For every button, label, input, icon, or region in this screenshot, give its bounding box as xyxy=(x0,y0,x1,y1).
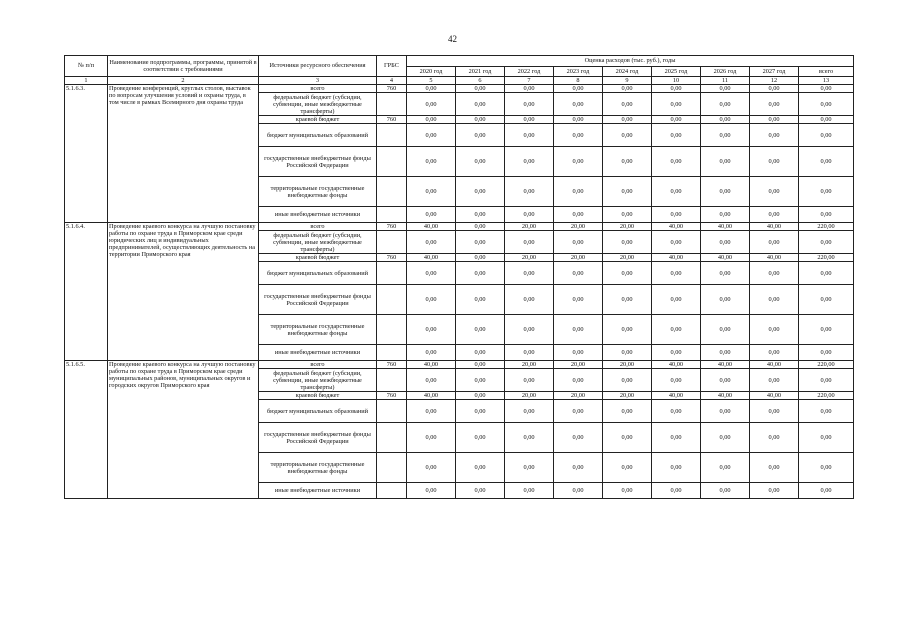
source-cell: территориальные государственные внебюджетные фонды xyxy=(259,177,377,207)
grbs-cell xyxy=(377,93,407,116)
value-cell: 0,00 xyxy=(652,207,701,223)
grbs-cell: 760 xyxy=(377,361,407,369)
value-cell: 0,00 xyxy=(750,345,799,361)
value-cell: 0,00 xyxy=(505,423,554,453)
value-cell: 0,00 xyxy=(603,177,652,207)
value-cell: 0,00 xyxy=(505,177,554,207)
column-index: 13 xyxy=(799,77,854,85)
value-cell: 220,00 xyxy=(799,361,854,369)
value-cell: 0,00 xyxy=(603,93,652,116)
value-cell: 0,00 xyxy=(456,85,505,93)
header-year: 2025 год xyxy=(652,67,701,77)
grbs-cell xyxy=(377,285,407,315)
table-row xyxy=(65,223,854,231)
value-cell: 0,00 xyxy=(456,453,505,483)
value-cell: 0,00 xyxy=(750,116,799,124)
grbs-cell xyxy=(377,483,407,499)
value-cell: 0,00 xyxy=(701,483,750,499)
value-cell: 0,00 xyxy=(799,315,854,345)
value-cell: 0,00 xyxy=(701,116,750,124)
value-cell: 0,00 xyxy=(456,254,505,262)
column-index: 1 xyxy=(65,77,108,85)
grbs-cell xyxy=(377,207,407,223)
value-cell: 0,00 xyxy=(799,124,854,147)
grbs-cell xyxy=(377,345,407,361)
table-row xyxy=(65,361,854,369)
value-cell: 0,00 xyxy=(750,262,799,285)
source-cell: всего xyxy=(259,223,377,231)
value-cell: 20,00 xyxy=(603,223,652,231)
header-year: 2021 год xyxy=(456,67,505,77)
value-cell: 0,00 xyxy=(701,207,750,223)
value-cell: 0,00 xyxy=(456,223,505,231)
value-cell: 0,00 xyxy=(652,93,701,116)
value-cell: 0,00 xyxy=(701,423,750,453)
value-cell: 0,00 xyxy=(652,262,701,285)
table-body xyxy=(65,85,854,499)
value-cell: 0,00 xyxy=(701,85,750,93)
value-cell: 0,00 xyxy=(799,262,854,285)
value-cell: 220,00 xyxy=(799,254,854,262)
value-cell: 0,00 xyxy=(407,345,456,361)
page-number: 42 xyxy=(448,34,457,44)
value-cell: 0,00 xyxy=(554,315,603,345)
header-year: 2027 год xyxy=(750,67,799,77)
source-cell: федеральный бюджет (субсидии, субвенции, иные межбюджетные трансферты) xyxy=(259,93,377,116)
value-cell: 0,00 xyxy=(407,400,456,423)
value-cell: 0,00 xyxy=(456,400,505,423)
section-number: 5.1.6.4. xyxy=(65,223,108,361)
value-cell: 0,00 xyxy=(505,93,554,116)
source-cell: федеральный бюджет (субсидии, субвенции, иные межбюджетные трансферты) xyxy=(259,231,377,254)
value-cell: 0,00 xyxy=(750,207,799,223)
grbs-cell xyxy=(377,453,407,483)
value-cell: 0,00 xyxy=(799,400,854,423)
value-cell: 0,00 xyxy=(701,147,750,177)
value-cell: 0,00 xyxy=(456,147,505,177)
header-year: всего xyxy=(799,67,854,77)
value-cell: 0,00 xyxy=(799,93,854,116)
value-cell: 0,00 xyxy=(701,453,750,483)
value-cell: 0,00 xyxy=(750,315,799,345)
source-cell: всего xyxy=(259,85,377,93)
value-cell: 0,00 xyxy=(652,147,701,177)
value-cell: 0,00 xyxy=(652,285,701,315)
value-cell: 20,00 xyxy=(554,361,603,369)
value-cell: 0,00 xyxy=(505,124,554,147)
value-cell: 0,00 xyxy=(603,262,652,285)
source-cell: государственные внебюджетные фонды Российской Федерации xyxy=(259,423,377,453)
header-year: 2020 год xyxy=(407,67,456,77)
value-cell: 0,00 xyxy=(799,147,854,177)
column-index-row xyxy=(65,77,854,85)
value-cell: 0,00 xyxy=(750,231,799,254)
source-cell: бюджет муниципальных образований xyxy=(259,400,377,423)
value-cell: 0,00 xyxy=(799,453,854,483)
value-cell: 0,00 xyxy=(701,400,750,423)
value-cell: 20,00 xyxy=(603,254,652,262)
value-cell: 0,00 xyxy=(407,207,456,223)
value-cell: 0,00 xyxy=(456,93,505,116)
value-cell: 0,00 xyxy=(701,345,750,361)
value-cell: 0,00 xyxy=(799,345,854,361)
value-cell: 0,00 xyxy=(554,453,603,483)
value-cell: 0,00 xyxy=(407,369,456,392)
value-cell: 0,00 xyxy=(505,85,554,93)
value-cell: 0,00 xyxy=(456,124,505,147)
value-cell: 0,00 xyxy=(603,124,652,147)
value-cell: 0,00 xyxy=(505,285,554,315)
value-cell: 0,00 xyxy=(554,285,603,315)
grbs-cell xyxy=(377,423,407,453)
value-cell: 0,00 xyxy=(750,285,799,315)
header-num: № п/п xyxy=(65,56,108,77)
value-cell: 0,00 xyxy=(554,423,603,453)
value-cell: 0,00 xyxy=(554,262,603,285)
value-cell: 0,00 xyxy=(456,345,505,361)
table-row xyxy=(65,85,854,93)
value-cell: 20,00 xyxy=(505,392,554,400)
value-cell: 0,00 xyxy=(701,231,750,254)
header-year: 2024 год xyxy=(603,67,652,77)
value-cell: 0,00 xyxy=(799,369,854,392)
value-cell: 40,00 xyxy=(407,223,456,231)
value-cell: 0,00 xyxy=(652,177,701,207)
source-cell: краевой бюджет xyxy=(259,254,377,262)
value-cell: 0,00 xyxy=(750,483,799,499)
value-cell: 0,00 xyxy=(701,124,750,147)
value-cell: 40,00 xyxy=(652,254,701,262)
value-cell: 0,00 xyxy=(456,361,505,369)
value-cell: 0,00 xyxy=(407,124,456,147)
value-cell: 20,00 xyxy=(554,223,603,231)
value-cell: 0,00 xyxy=(603,231,652,254)
value-cell: 0,00 xyxy=(701,93,750,116)
value-cell: 0,00 xyxy=(701,262,750,285)
source-cell: иные внебюджетные источники xyxy=(259,483,377,499)
value-cell: 0,00 xyxy=(603,116,652,124)
value-cell: 0,00 xyxy=(456,231,505,254)
value-cell: 0,00 xyxy=(554,231,603,254)
value-cell: 40,00 xyxy=(750,361,799,369)
value-cell: 0,00 xyxy=(652,400,701,423)
value-cell: 0,00 xyxy=(505,453,554,483)
value-cell: 40,00 xyxy=(652,392,701,400)
column-index: 2 xyxy=(108,77,259,85)
value-cell: 40,00 xyxy=(750,254,799,262)
value-cell: 0,00 xyxy=(750,400,799,423)
value-cell: 40,00 xyxy=(750,392,799,400)
value-cell: 0,00 xyxy=(505,231,554,254)
expenses-table xyxy=(64,55,854,499)
value-cell: 0,00 xyxy=(603,483,652,499)
header-year: 2026 год xyxy=(701,67,750,77)
column-index: 5 xyxy=(407,77,456,85)
value-cell: 0,00 xyxy=(799,85,854,93)
value-cell: 0,00 xyxy=(799,285,854,315)
value-cell: 0,00 xyxy=(554,116,603,124)
grbs-cell xyxy=(377,177,407,207)
value-cell: 0,00 xyxy=(799,231,854,254)
source-cell: иные внебюджетные источники xyxy=(259,345,377,361)
value-cell: 0,00 xyxy=(456,423,505,453)
section-name: Проведение краевого конкурса на лучшую постановку работы по охране труда в Приморском крае среди муниципальных районов, муниципальных округов и городских округов Приморского края xyxy=(108,361,259,499)
value-cell: 0,00 xyxy=(505,147,554,177)
value-cell: 220,00 xyxy=(799,392,854,400)
value-cell: 0,00 xyxy=(554,369,603,392)
value-cell: 0,00 xyxy=(407,177,456,207)
value-cell: 0,00 xyxy=(554,345,603,361)
value-cell: 0,00 xyxy=(652,231,701,254)
value-cell: 0,00 xyxy=(652,345,701,361)
source-cell: государственные внебюджетные фонды Российской Федерации xyxy=(259,147,377,177)
value-cell: 0,00 xyxy=(554,207,603,223)
value-cell: 220,00 xyxy=(799,223,854,231)
header-year: 2022 год xyxy=(505,67,554,77)
value-cell: 20,00 xyxy=(603,361,652,369)
value-cell: 0,00 xyxy=(554,124,603,147)
value-cell: 0,00 xyxy=(505,400,554,423)
value-cell: 20,00 xyxy=(505,361,554,369)
grbs-cell: 760 xyxy=(377,254,407,262)
header-estimate: Оценка расходов (тыс. руб.), годы xyxy=(407,56,854,67)
value-cell: 0,00 xyxy=(456,207,505,223)
value-cell: 0,00 xyxy=(652,453,701,483)
value-cell: 0,00 xyxy=(603,285,652,315)
value-cell: 0,00 xyxy=(407,116,456,124)
value-cell: 0,00 xyxy=(407,453,456,483)
column-index: 12 xyxy=(750,77,799,85)
value-cell: 0,00 xyxy=(456,285,505,315)
value-cell: 20,00 xyxy=(505,223,554,231)
value-cell: 40,00 xyxy=(701,254,750,262)
value-cell: 0,00 xyxy=(505,483,554,499)
value-cell: 0,00 xyxy=(750,147,799,177)
value-cell: 0,00 xyxy=(407,315,456,345)
value-cell: 0,00 xyxy=(603,423,652,453)
grbs-cell xyxy=(377,231,407,254)
column-index: 3 xyxy=(259,77,377,85)
value-cell: 0,00 xyxy=(701,369,750,392)
grbs-cell xyxy=(377,124,407,147)
source-cell: всего xyxy=(259,361,377,369)
header-grbs: ГРБС xyxy=(377,56,407,77)
value-cell: 0,00 xyxy=(652,124,701,147)
value-cell: 0,00 xyxy=(407,85,456,93)
value-cell: 40,00 xyxy=(652,223,701,231)
source-cell: бюджет муниципальных образований xyxy=(259,124,377,147)
value-cell: 0,00 xyxy=(652,483,701,499)
header-name: Наименование подпрограммы, программы, принятой в соответствии с требованиями xyxy=(108,56,259,77)
column-index: 6 xyxy=(456,77,505,85)
value-cell: 0,00 xyxy=(603,315,652,345)
value-cell: 0,00 xyxy=(505,315,554,345)
value-cell: 0,00 xyxy=(407,93,456,116)
header-source: Источники ресурсного обеспечения xyxy=(259,56,377,77)
value-cell: 0,00 xyxy=(799,423,854,453)
value-cell: 0,00 xyxy=(554,147,603,177)
grbs-cell xyxy=(377,147,407,177)
value-cell: 0,00 xyxy=(456,392,505,400)
value-cell: 0,00 xyxy=(750,369,799,392)
value-cell: 0,00 xyxy=(456,262,505,285)
grbs-cell xyxy=(377,315,407,345)
grbs-cell: 760 xyxy=(377,85,407,93)
header-year: 2023 год xyxy=(554,67,603,77)
value-cell: 0,00 xyxy=(456,483,505,499)
source-cell: территориальные государственные внебюджетные фонды xyxy=(259,453,377,483)
value-cell: 0,00 xyxy=(750,177,799,207)
section-number: 5.1.6.3. xyxy=(65,85,108,223)
grbs-cell xyxy=(377,369,407,392)
value-cell: 0,00 xyxy=(652,116,701,124)
source-cell: территориальные государственные внебюджетные фонды xyxy=(259,315,377,345)
value-cell: 0,00 xyxy=(407,262,456,285)
source-cell: краевой бюджет xyxy=(259,392,377,400)
value-cell: 0,00 xyxy=(407,423,456,453)
value-cell: 0,00 xyxy=(505,345,554,361)
value-cell: 0,00 xyxy=(603,207,652,223)
value-cell: 0,00 xyxy=(505,116,554,124)
source-cell: государственные внебюджетные фонды Российской Федерации xyxy=(259,285,377,315)
value-cell: 0,00 xyxy=(554,177,603,207)
value-cell: 0,00 xyxy=(603,369,652,392)
column-index: 8 xyxy=(554,77,603,85)
column-index: 9 xyxy=(603,77,652,85)
grbs-cell xyxy=(377,400,407,423)
value-cell: 40,00 xyxy=(407,361,456,369)
column-index: 4 xyxy=(377,77,407,85)
value-cell: 0,00 xyxy=(799,207,854,223)
value-cell: 40,00 xyxy=(701,392,750,400)
grbs-cell: 760 xyxy=(377,116,407,124)
column-index: 11 xyxy=(701,77,750,85)
value-cell: 0,00 xyxy=(750,93,799,116)
value-cell: 0,00 xyxy=(407,147,456,177)
value-cell: 0,00 xyxy=(603,453,652,483)
value-cell: 0,00 xyxy=(407,231,456,254)
grbs-cell: 760 xyxy=(377,392,407,400)
grbs-cell: 760 xyxy=(377,223,407,231)
value-cell: 0,00 xyxy=(554,483,603,499)
value-cell: 0,00 xyxy=(799,177,854,207)
value-cell: 40,00 xyxy=(750,223,799,231)
value-cell: 0,00 xyxy=(603,85,652,93)
value-cell: 0,00 xyxy=(701,177,750,207)
value-cell: 0,00 xyxy=(799,116,854,124)
value-cell: 0,00 xyxy=(652,423,701,453)
value-cell: 0,00 xyxy=(456,369,505,392)
value-cell: 0,00 xyxy=(603,400,652,423)
value-cell: 0,00 xyxy=(750,124,799,147)
value-cell: 0,00 xyxy=(456,315,505,345)
value-cell: 0,00 xyxy=(652,85,701,93)
value-cell: 0,00 xyxy=(407,285,456,315)
source-cell: иные внебюджетные источники xyxy=(259,207,377,223)
source-cell: федеральный бюджет (субсидии, субвенции, иные межбюджетные трансферты) xyxy=(259,369,377,392)
source-cell: бюджет муниципальных образований xyxy=(259,262,377,285)
grbs-cell xyxy=(377,262,407,285)
column-index: 7 xyxy=(505,77,554,85)
value-cell: 40,00 xyxy=(407,392,456,400)
source-cell: краевой бюджет xyxy=(259,116,377,124)
value-cell: 0,00 xyxy=(505,262,554,285)
value-cell: 0,00 xyxy=(554,85,603,93)
value-cell: 20,00 xyxy=(603,392,652,400)
value-cell: 0,00 xyxy=(701,285,750,315)
value-cell: 0,00 xyxy=(701,315,750,345)
value-cell: 0,00 xyxy=(554,400,603,423)
value-cell: 0,00 xyxy=(603,147,652,177)
section-number: 5.1.6.5. xyxy=(65,361,108,499)
value-cell: 40,00 xyxy=(407,254,456,262)
value-cell: 20,00 xyxy=(505,254,554,262)
value-cell: 0,00 xyxy=(652,315,701,345)
value-cell: 0,00 xyxy=(652,369,701,392)
value-cell: 0,00 xyxy=(750,85,799,93)
value-cell: 40,00 xyxy=(652,361,701,369)
value-cell: 40,00 xyxy=(701,361,750,369)
value-cell: 0,00 xyxy=(750,423,799,453)
value-cell: 0,00 xyxy=(603,345,652,361)
section-name: Проведение краевого конкурса на лучшую постановку работы по охране труда в Приморском крае среди юридических лиц и индивидуальных предпринимателей, осуществляющих деятельность на территории Приморского края xyxy=(108,223,259,361)
section-name: Проведение конференций, круглых столов, выставок по вопросам улучшения условий и охраны труда, в том числе в рамках Всемирного дня охраны труда xyxy=(108,85,259,223)
value-cell: 0,00 xyxy=(456,177,505,207)
value-cell: 40,00 xyxy=(701,223,750,231)
value-cell: 20,00 xyxy=(554,254,603,262)
column-index: 10 xyxy=(652,77,701,85)
value-cell: 0,00 xyxy=(799,483,854,499)
value-cell: 20,00 xyxy=(554,392,603,400)
value-cell: 0,00 xyxy=(456,116,505,124)
value-cell: 0,00 xyxy=(750,453,799,483)
value-cell: 0,00 xyxy=(554,93,603,116)
value-cell: 0,00 xyxy=(505,369,554,392)
value-cell: 0,00 xyxy=(505,207,554,223)
value-cell: 0,00 xyxy=(407,483,456,499)
